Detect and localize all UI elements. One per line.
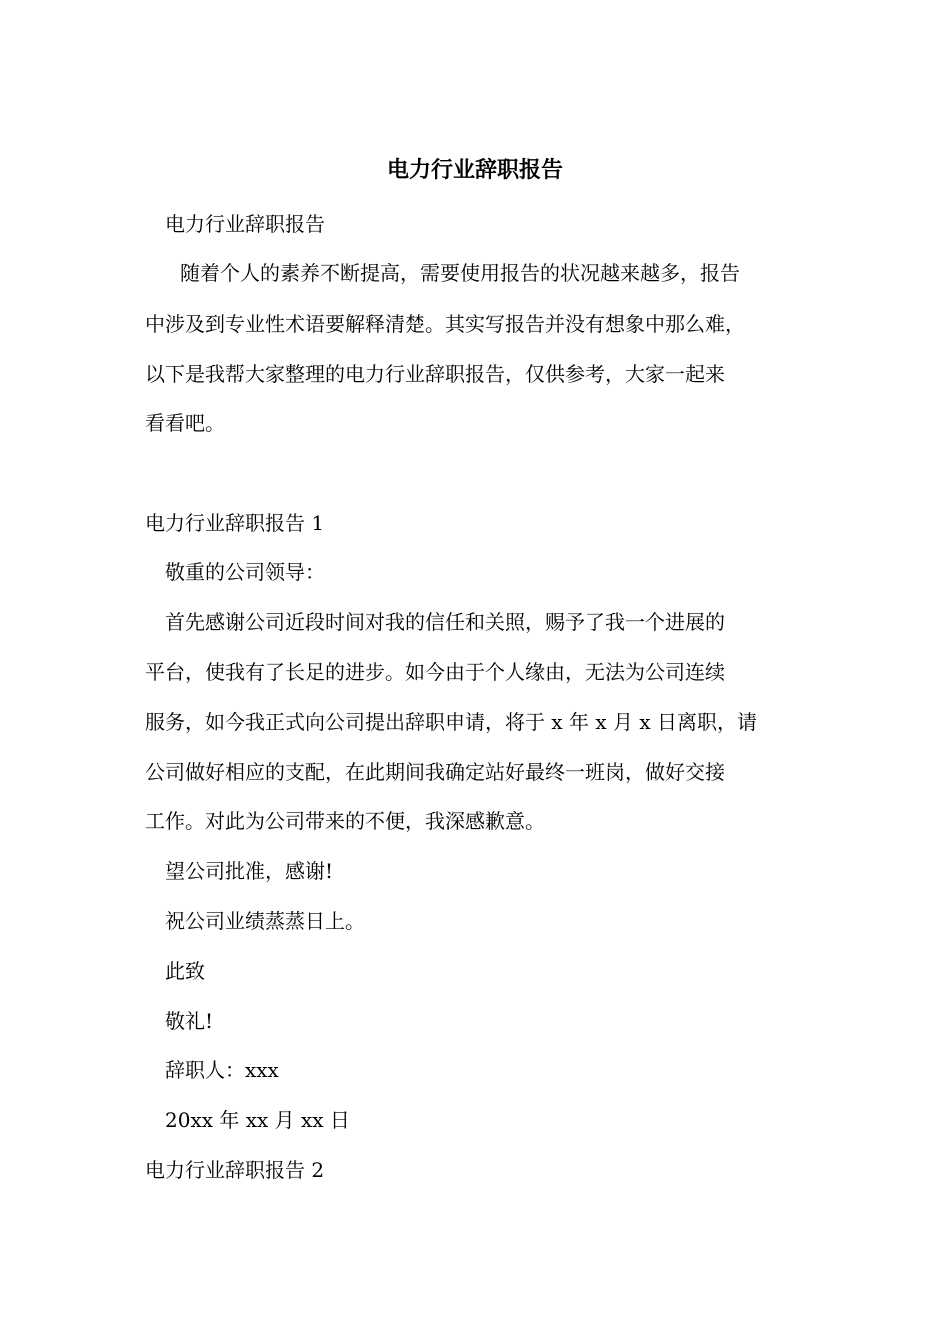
- section1-heading: 电力行业辞职报告 1: [145, 511, 325, 535]
- intro-line-4: 看看吧。: [145, 411, 225, 435]
- closing-line-1: 望公司批准，感谢!: [165, 859, 334, 883]
- date-line: 20xx 年 xx 月 xx 日: [165, 1108, 350, 1132]
- intro-line-1: 随着个人的素养不断提高，需要使用报告的状况越来越多，报告: [180, 261, 740, 285]
- document-title: 电力行业辞职报告: [386, 157, 563, 183]
- body-line-1: 首先感谢公司近段时间对我的信任和关照，赐予了我一个进展的: [165, 610, 725, 634]
- body-line-2: 平台，使我有了长足的进步。如今由于个人缘由，无法为公司连续: [145, 660, 725, 684]
- closing-line-3: 此致: [165, 959, 205, 983]
- signer-line: 辞职人：xxx: [165, 1058, 279, 1082]
- body-line-5: 工作。对此为公司带来的不便，我深感歉意。: [145, 809, 545, 833]
- closing-line-2: 祝公司业绩蒸蒸日上。: [165, 909, 365, 933]
- subtitle-line: 电力行业辞职报告: [165, 212, 325, 236]
- body-line-4: 公司做好相应的支配，在此期间我确定站好最终一班岗，做好交接: [145, 760, 725, 784]
- intro-line-2: 中涉及到专业性术语要解释清楚。其实写报告并没有想象中那么难，: [145, 312, 745, 336]
- salutation: 敬重的公司领导：: [165, 560, 325, 584]
- intro-line-3: 以下是我帮大家整理的电力行业辞职报告，仅供参考，大家一起来: [145, 362, 725, 386]
- closing-line-4: 敬礼!: [165, 1009, 214, 1033]
- body-line-3: 服务，如今我正式向公司提出辞职申请，将于 x 年 x 月 x 日离职，请: [145, 710, 757, 734]
- section2-heading: 电力行业辞职报告 2: [145, 1158, 325, 1182]
